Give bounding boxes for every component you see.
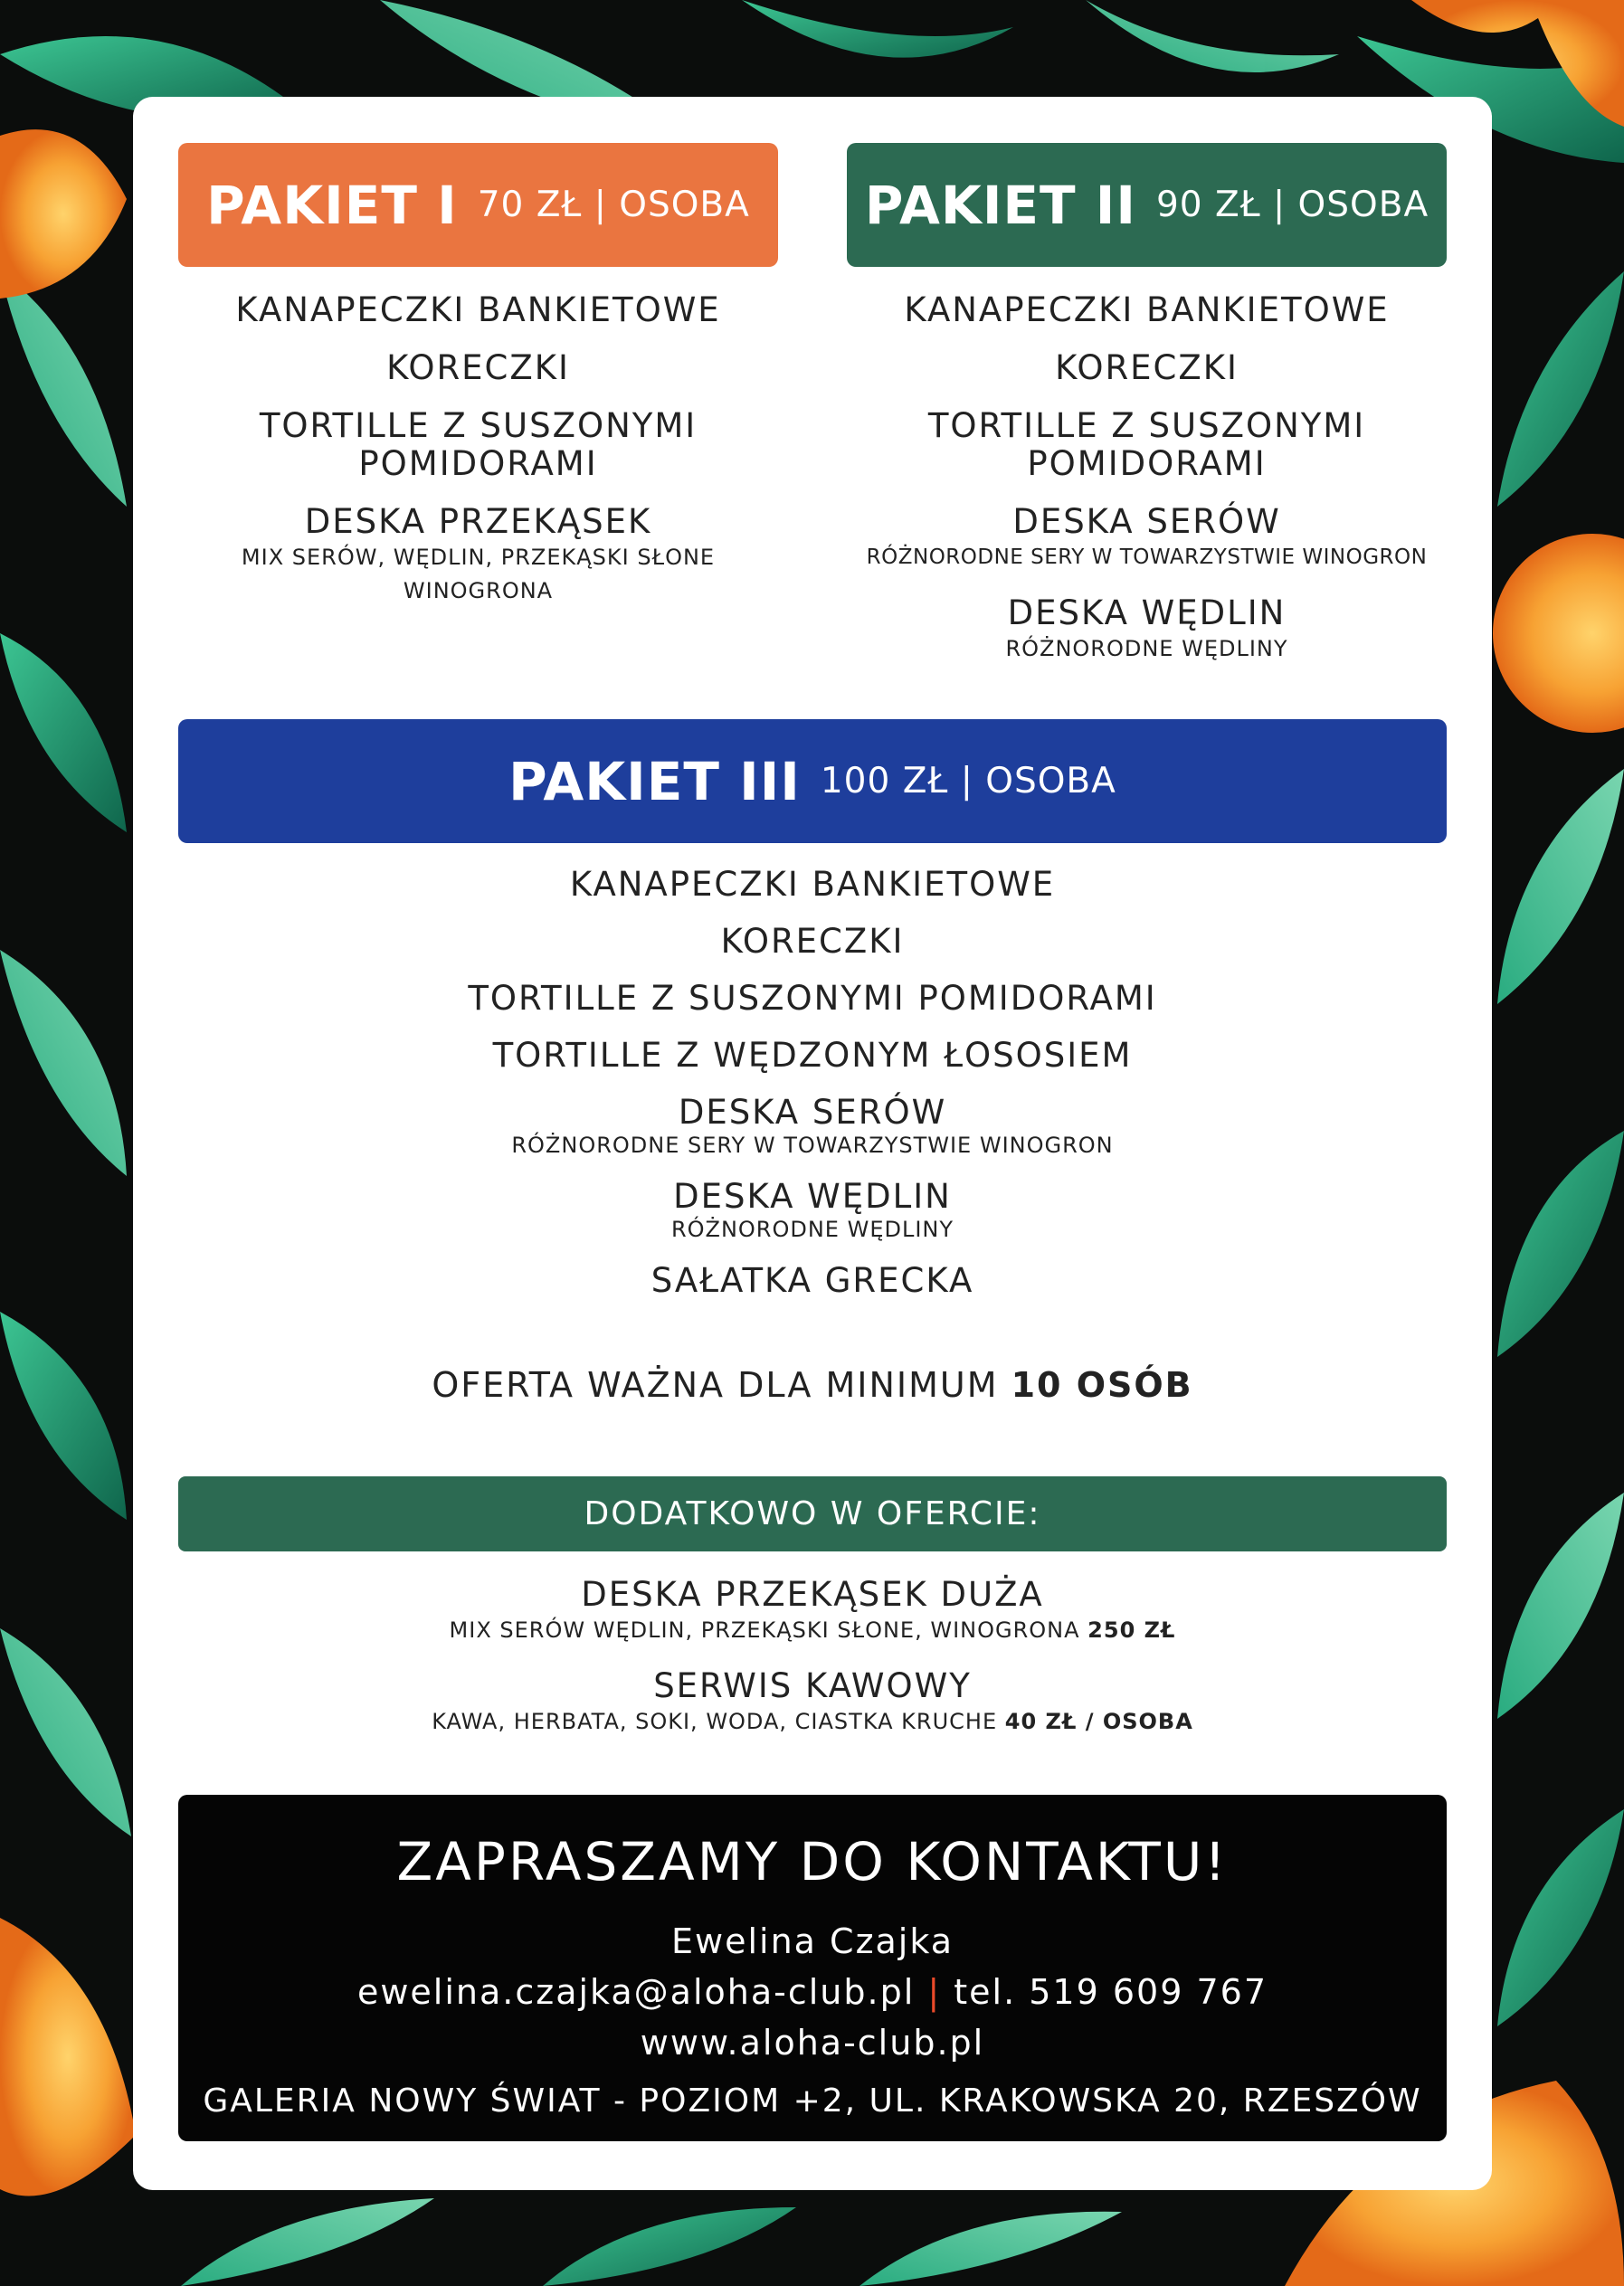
- extras-title: DODATKOWO W OFERCIE:: [584, 1495, 1041, 1532]
- item-name: SAŁATKA GRECKA: [651, 1261, 974, 1300]
- item-name: TORTILLE Z SUSZONYMI POMIDORAMI: [927, 406, 1366, 483]
- list-item: [838, 407, 1456, 483]
- menu-card: [133, 97, 1492, 2190]
- list-item: [838, 291, 1456, 329]
- list-item: [178, 866, 1447, 904]
- contact-phone[interactable]: tel. 519 609 767: [954, 1972, 1268, 2012]
- contact-website: [178, 2023, 1447, 2063]
- website-link[interactable]: www.aloha-club.pl: [640, 2023, 985, 2063]
- package-2-name: PAKIET II: [864, 174, 1136, 236]
- offer-minimum: 10 OSÓB: [1011, 1365, 1193, 1405]
- item-name: DESKA PRZEKĄSEK DUŻA: [581, 1575, 1044, 1614]
- list-item: [169, 349, 787, 387]
- contact-box: [178, 1795, 1447, 2141]
- item-name: DESKA WĘDLIN: [673, 1177, 952, 1216]
- package-2-banner: [847, 143, 1447, 267]
- package-2-items: [838, 291, 1456, 686]
- package-1-name: PAKIET I: [206, 174, 458, 236]
- extras-list: [178, 1576, 1447, 1759]
- package-1-banner: [178, 143, 778, 267]
- item-name: SERWIS KAWOWY: [653, 1666, 972, 1705]
- item-name: KANAPECZKI BANKIETOWE: [569, 865, 1056, 904]
- item-name: KORECZKI: [1055, 348, 1239, 387]
- item-description-text: MIX SERÓW WĘDLIN, PRZEKĄSKI SŁONE, WINOGRONA: [449, 1617, 1080, 1643]
- minimum-offer-note: [178, 1365, 1447, 1405]
- list-item: [178, 1667, 1447, 1739]
- package-3-price: 100 ZŁ | OSOBA: [820, 761, 1116, 802]
- list-item: [178, 1576, 1447, 1647]
- item-name: DESKA WĘDLIN: [1007, 593, 1287, 632]
- extras-banner: [178, 1476, 1447, 1551]
- list-item: [838, 503, 1456, 574]
- contact-separator: |: [927, 1972, 942, 2012]
- offer-text: OFERTA WAŻNA DLA MINIMUM: [432, 1365, 999, 1405]
- list-item: [838, 594, 1456, 666]
- item-description: [178, 1705, 1447, 1739]
- item-description: RÓŻNORODNE SERY W TOWARZYSTWIE WINOGRON: [866, 545, 1428, 569]
- item-name: DESKA SERÓW: [678, 1093, 947, 1132]
- list-item: [838, 349, 1456, 387]
- item-name: DESKA SERÓW: [1012, 502, 1281, 541]
- package-3-banner: [178, 719, 1447, 843]
- item-name: KORECZKI: [386, 348, 570, 387]
- list-item: [169, 291, 787, 329]
- item-price: 250 ZŁ: [1087, 1617, 1176, 1643]
- item-description: RÓŻNORODNE SERY W TOWARZYSTWIE WINOGRON: [511, 1133, 1114, 1158]
- item-name: TORTILLE Z SUSZONYMI POMIDORAMI: [468, 979, 1157, 1018]
- package-2-price: 90 ZŁ | OSOBA: [1155, 185, 1429, 225]
- contact-email-phone: [178, 1972, 1447, 2012]
- item-name: TORTILLE Z SUSZONYMI POMIDORAMI: [259, 406, 698, 483]
- item-name: KANAPECZKI BANKIETOWE: [235, 290, 721, 329]
- list-item: [169, 503, 787, 608]
- package-3-name: PAKIET III: [508, 750, 801, 812]
- package-1-price: 70 ZŁ | OSOBA: [477, 185, 750, 225]
- item-description: MIX SERÓW, WĘDLIN, PRZEKĄSKI SŁONE WINOGRONA: [241, 545, 716, 603]
- list-item: [178, 1037, 1447, 1075]
- list-item: [178, 1094, 1447, 1159]
- item-name: DESKA PRZEKĄSEK: [304, 502, 652, 541]
- list-item: [178, 1178, 1447, 1243]
- item-description: RÓŻNORODNE WĘDLINY: [670, 1217, 954, 1242]
- contact-address: GALERIA NOWY ŚWIAT - POZIOM +2, UL. KRAKOWSKA 20, RZESZÓW: [203, 2082, 1422, 2120]
- list-item: [178, 1262, 1447, 1300]
- list-item: [169, 407, 787, 483]
- list-item: [178, 923, 1447, 961]
- contact-title: ZAPRASZAMY DO KONTAKTU!: [396, 1831, 1229, 1892]
- item-description: [178, 1614, 1447, 1647]
- item-name: KORECZKI: [720, 922, 905, 961]
- package-3-items: [178, 866, 1447, 1319]
- item-description: RÓŻNORODNE WĘDLINY: [1005, 636, 1288, 661]
- item-name: KANAPECZKI BANKIETOWE: [904, 290, 1390, 329]
- item-name: TORTILLE Z WĘDZONYM ŁOSOSIEM: [492, 1036, 1133, 1075]
- contact-email-link[interactable]: ewelina.czajka@aloha-club.pl: [356, 1972, 916, 2012]
- list-item: [178, 980, 1447, 1018]
- package-1-items: [169, 291, 787, 628]
- item-description-text: KAWA, HERBATA, SOKI, WODA, CIASTKA KRUCHE: [432, 1709, 998, 1734]
- item-price: 40 ZŁ / OSOBA: [1004, 1709, 1193, 1734]
- contact-person: Ewelina Czajka: [671, 1921, 954, 1961]
